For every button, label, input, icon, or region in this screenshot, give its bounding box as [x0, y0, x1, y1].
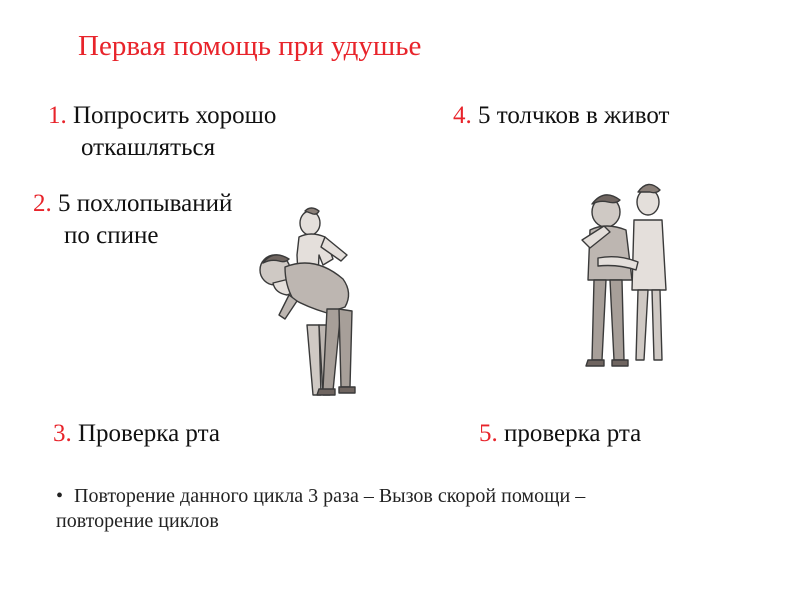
- step-1: [48, 100, 276, 164]
- step-number: 2.: [33, 190, 52, 217]
- note-line-continued: повторение циклов: [56, 510, 219, 532]
- step-2: [33, 188, 232, 252]
- step-text-continued: по спине: [64, 222, 159, 249]
- step-number: 1.: [48, 102, 67, 129]
- abdominal-thrusts-illustration: [568, 180, 678, 390]
- step-text: 5 толчков в живот: [471, 102, 670, 129]
- step-number: 5.: [479, 420, 498, 447]
- repeat-cycle-note: [56, 484, 776, 534]
- step-5: [479, 418, 641, 450]
- step-text: Проверка рта: [71, 420, 220, 447]
- step-text: Попросить хорошо: [66, 102, 277, 129]
- step-text-continued: откашляться: [81, 134, 216, 161]
- slide-title: Первая помощь при удушье: [78, 30, 422, 62]
- step-number: 3.: [53, 420, 72, 447]
- step-number: 4.: [453, 102, 472, 129]
- bullet: •: [56, 485, 64, 507]
- step-3: [53, 418, 220, 450]
- step-4: [453, 100, 669, 132]
- step-text: проверка рта: [497, 420, 642, 447]
- note-line: Повторение данного цикла 3 раза – Вызов скорой помощи –: [74, 485, 586, 507]
- back-blows-illustration: [255, 205, 375, 415]
- step-text: 5 похлопываний: [51, 190, 233, 217]
